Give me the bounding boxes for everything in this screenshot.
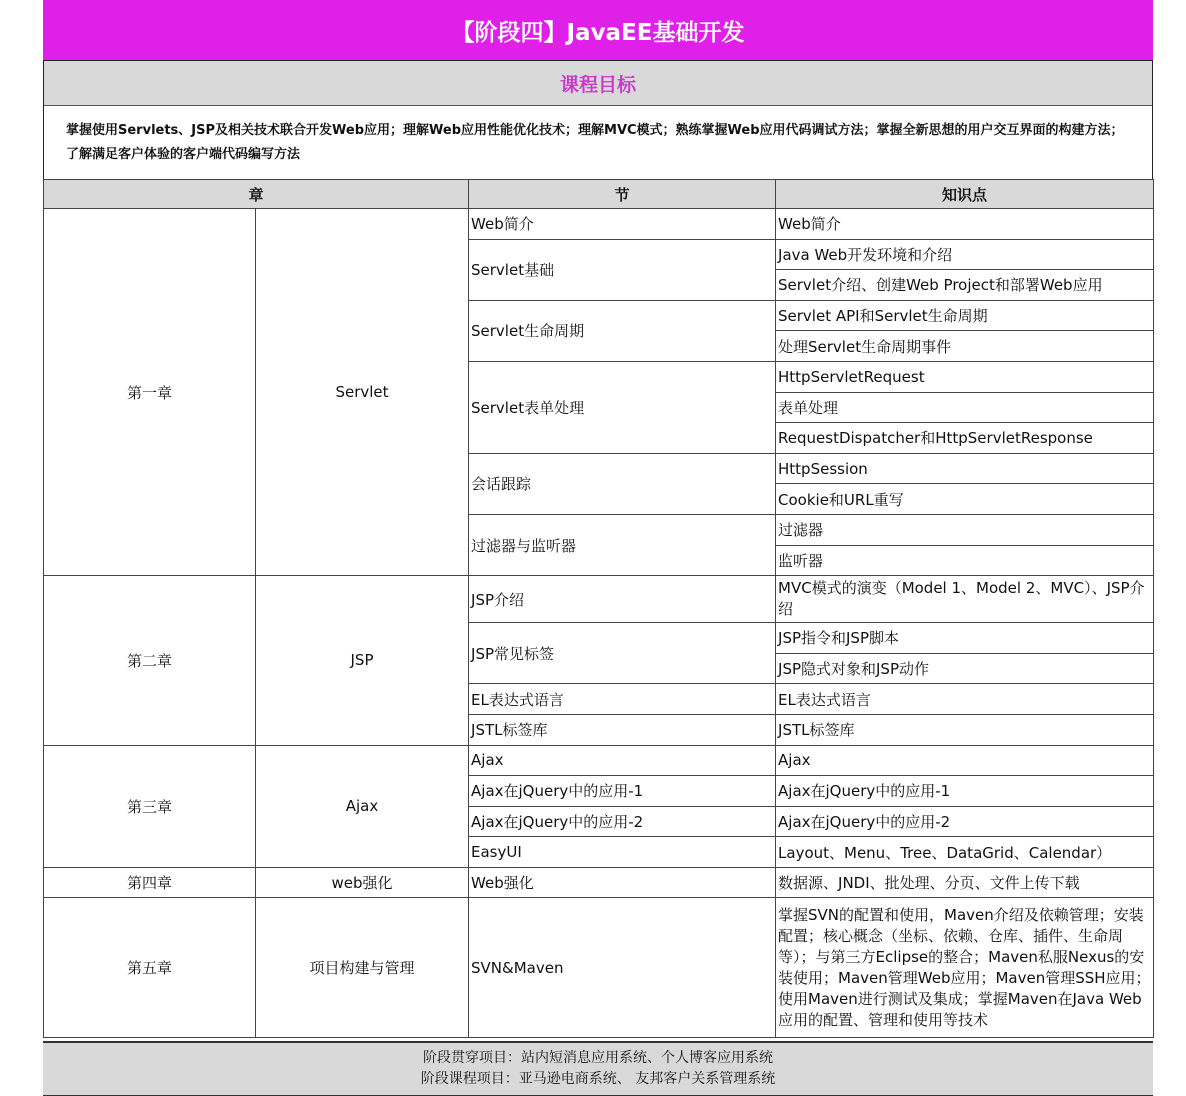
chapter-topic: Servlet bbox=[256, 209, 469, 576]
knowledge-cell: 监听器 bbox=[776, 545, 1154, 576]
section-cell: Ajax bbox=[469, 745, 776, 776]
knowledge-cell: 掌握SVN的配置和使用，Maven介绍及依赖管理；安装配置；核心概念（坐标、依赖、仓库、插件、生命周等）；与第三方Eclipse的整合；Maven私服Nexus的安装使用；Maven管理Web应用；Maven管理SSH应用；使用Maven进行测试及集成；掌握Maven在Java Web应用的配置、管理和使用等技术 bbox=[776, 898, 1154, 1038]
knowledge-cell: 过滤器 bbox=[776, 514, 1154, 545]
course-goal-panel bbox=[43, 60, 1153, 182]
section-cell: JSP常见标签 bbox=[469, 623, 776, 684]
knowledge-cell: RequestDispatcher和HttpServletResponse bbox=[776, 423, 1154, 454]
knowledge-cell: Layout、Menu、Tree、DataGrid、Calendar） bbox=[776, 837, 1154, 868]
section-cell: Ajax在jQuery中的应用-2 bbox=[469, 806, 776, 837]
chapter-name: 第四章 bbox=[44, 867, 256, 898]
capstone-projects: 阶段贯穿项目：站内短消息应用系统、个人博客应用系统 bbox=[423, 1050, 773, 1066]
chapter-name: 第五章 bbox=[44, 898, 256, 1038]
chapter-topic: Ajax bbox=[256, 745, 469, 867]
header-knowledge: 知识点 bbox=[776, 180, 1154, 209]
section-cell: Servlet表单处理 bbox=[469, 361, 776, 453]
section-cell: Servlet生命周期 bbox=[469, 300, 776, 361]
knowledge-cell: Ajax bbox=[776, 745, 1154, 776]
header-chapter: 章 bbox=[44, 180, 469, 209]
knowledge-cell: 表单处理 bbox=[776, 392, 1154, 423]
stage-projects-footer bbox=[43, 1041, 1153, 1096]
section-cell: 过滤器与监听器 bbox=[469, 514, 776, 575]
section-cell: Web强化 bbox=[469, 867, 776, 898]
chapter-name: 第一章 bbox=[44, 209, 256, 576]
section-cell: EL表达式语言 bbox=[469, 684, 776, 715]
goal-description: 掌握使用Servlets、JSP及相关技术联合开发Web应用；理解Web应用性能优化技术；理解MVC模式；熟练掌握Web应用代码调试方法；掌握全新思想的用户交互界面的构建方法；了解满足客户体验的客户端代码编写方法 bbox=[44, 106, 1152, 182]
knowledge-cell: JSTL标签库 bbox=[776, 714, 1154, 745]
section-cell: Ajax在jQuery中的应用-1 bbox=[469, 776, 776, 807]
chapter-name: 第二章 bbox=[44, 576, 256, 745]
section-cell: SVN&Maven bbox=[469, 898, 776, 1038]
stage-title: 【阶段四】JavaEE基础开发 bbox=[451, 19, 745, 46]
section-cell: 会话跟踪 bbox=[469, 453, 776, 514]
stage-banner bbox=[43, 0, 1153, 60]
chapter-name: 第三章 bbox=[44, 745, 256, 867]
knowledge-cell: JSP隐式对象和JSP动作 bbox=[776, 653, 1154, 684]
knowledge-cell: 处理Servlet生命周期事件 bbox=[776, 331, 1154, 362]
header-section: 节 bbox=[469, 180, 776, 209]
chapter-topic: JSP bbox=[256, 576, 469, 745]
knowledge-cell: Cookie和URL重写 bbox=[776, 484, 1154, 515]
knowledge-cell: 数据源、JNDI、批处理、分页、文件上传下载 bbox=[776, 867, 1154, 898]
section-cell: JSTL标签库 bbox=[469, 714, 776, 745]
chapter-topic: web强化 bbox=[256, 867, 469, 898]
knowledge-cell: Java Web开发环境和介绍 bbox=[776, 239, 1154, 270]
section-cell: Web简介 bbox=[469, 209, 776, 240]
course-projects: 阶段课程项目：亚马逊电商系统、 友邦客户关系管理系统 bbox=[420, 1071, 776, 1087]
section-cell: JSP介绍 bbox=[469, 576, 776, 623]
section-cell: Servlet基础 bbox=[469, 239, 776, 300]
knowledge-cell: EL表达式语言 bbox=[776, 684, 1154, 715]
knowledge-cell: Ajax在jQuery中的应用-2 bbox=[776, 806, 1154, 837]
goal-heading: 课程目标 bbox=[44, 61, 1152, 106]
chapter-topic: 项目构建与管理 bbox=[256, 898, 469, 1038]
curriculum-table bbox=[43, 179, 1154, 1038]
knowledge-cell: HttpServletRequest bbox=[776, 361, 1154, 392]
knowledge-cell: Servlet API和Servlet生命周期 bbox=[776, 300, 1154, 331]
knowledge-cell: JSP指令和JSP脚本 bbox=[776, 623, 1154, 654]
section-cell: EasyUI bbox=[469, 837, 776, 868]
knowledge-cell: HttpSession bbox=[776, 453, 1154, 484]
knowledge-cell: Ajax在jQuery中的应用-1 bbox=[776, 776, 1154, 807]
knowledge-cell: Servlet介绍、创建Web Project和部署Web应用 bbox=[776, 270, 1154, 301]
knowledge-cell: MVC模式的演变（Model 1、Model 2、MVC）、JSP介绍 bbox=[776, 576, 1154, 623]
knowledge-cell: Web简介 bbox=[776, 209, 1154, 240]
